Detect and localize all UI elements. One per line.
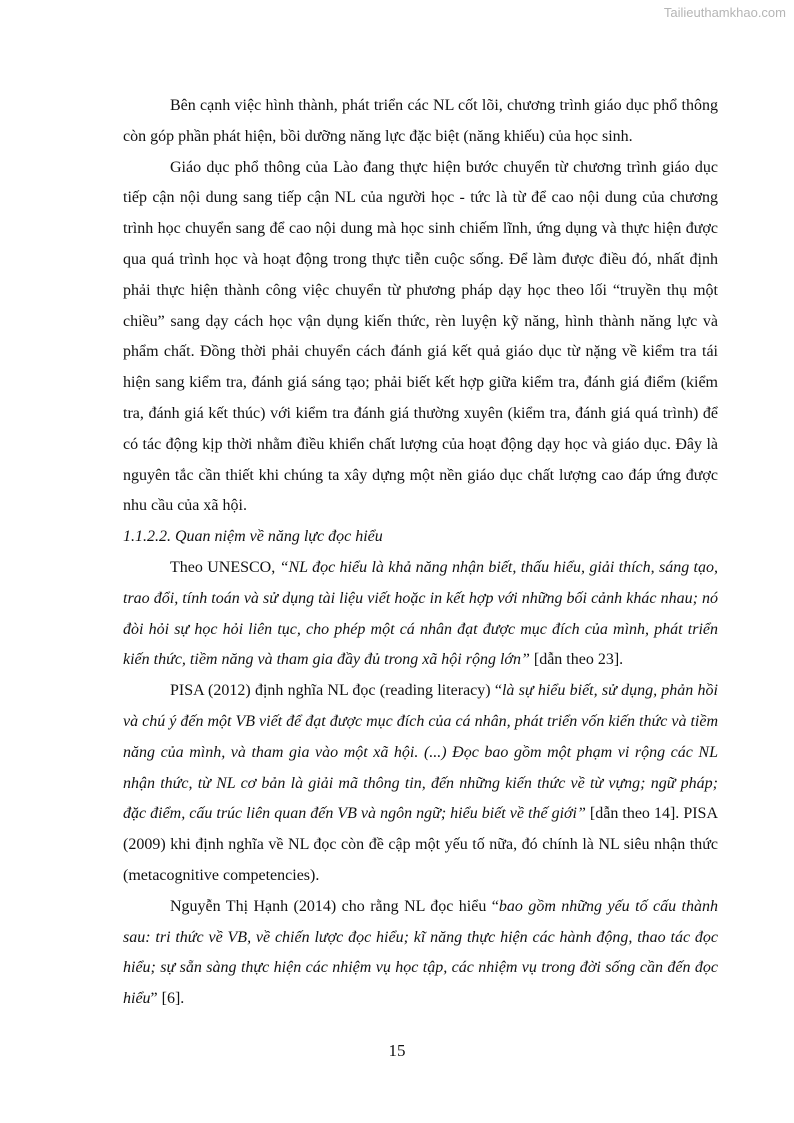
pisa-quote: là sự hiểu biết, sử dụng, phản hồi và chú ý đến một VB viết để đạt được mục đích của cá nhân, phát triển vốn kiến thức và tiềm năng của mình, và tham gia vào một xã hội. (...) Đọc bao gồm một phạm vi rộng các NL nhận thức, từ NL cơ bản là giải mã thông tin, đến những kiến thức về từ vựng; ngữ pháp; đặc điểm, cấu trúc liên quan đến VB và ngôn ngữ; hiểu biết về thế giới” <box>123 682 719 823</box>
document-body <box>123 91 718 1015</box>
unesco-citation: [dẫn theo 23]. <box>529 651 624 669</box>
page-number: 15 <box>388 1041 406 1060</box>
pisa-tail: [dẫn theo 14]. PISA (2009) khi định nghĩa về NL đọc còn đề cập một yếu tố nữa, đó chính là NL siêu nhận thức (metacognitive competencies). <box>123 805 718 884</box>
paragraph-unesco <box>123 553 718 676</box>
paragraph-1: Bên cạnh việc hình thành, phát triển các NL cốt lõi, chương trình giáo dục phổ thông còn góp phần phát hiện, bồi dưỡng năng lực đặc biệt (năng khiếu) của học sinh. <box>123 97 718 145</box>
watermark: Tailieuthamkhao.com <box>663 5 786 20</box>
pisa-lead: PISA (2012) định nghĩa NL đọc (reading literacy) “ <box>170 682 502 700</box>
paragraph-nguyen-thi-hanh <box>123 892 718 1015</box>
hanh-quote: bao gồm những yếu tố cấu thành sau: tri thức về VB, về chiến lược đọc hiểu; kĩ năng thực hiện các hành động, thao tác đọc hiểu; sự sẵn sàng thực hiện các nhiệm vụ học tập, các nhiệm vụ trong đời sống cần đến đọc hiểu <box>123 897 718 1008</box>
unesco-lead: Theo UNESCO, <box>170 558 280 576</box>
hanh-citation: ” [6]. <box>150 990 185 1008</box>
section-heading <box>123 522 718 553</box>
section-heading-text: 1.1.2.2. Quan niệm về năng lực đọc hiểu <box>123 528 383 546</box>
unesco-quote: “NL đọc hiểu là khả năng nhận biết, thấu hiểu, giải thích, sáng tạo, trao đổi, tính toán và sử dụng tài liệu viết hoặc in kết hợp với những bối cảnh khác nhau; nó đòi hỏi sự học hỏi liên tục, cho phép một cá nhân đạt được mục đích của mình, phát triển kiến thức, tiềm năng và tham gia đầy đủ trong xã hội rộng lớn” <box>123 558 718 669</box>
paragraph-2: Giáo dục phổ thông của Lào đang thực hiện bước chuyển từ chương trình giáo dục tiếp cận nội dung sang tiếp cận NL của người học - tức là từ để cao nội dung của chương trình học chuyển sang để cao nội dung mà học sinh chiếm lĩnh, ứng dụng và thực hiện được qua quá trình học và hoạt động trong thực tiễn cuộc sống. Để làm được điều đó, nhất định phải thực hiện thành công việc chuyển từ phương pháp dạy học theo lối “truyền thụ một chiều” sang dạy cách học vận dụng kiến thức, rèn luyện kỹ năng, hình thành năng lực và phẩm chất. Đồng thời phải chuyển cách đánh giá kết quả giáo dục từ nặng về kiểm tra tái hiện sang kiểm tra, đánh giá sáng tạo; phải biết kết hợp giữa kiểm tra, đánh giá điểm (kiểm tra, đánh giá kết thúc) với kiểm tra đánh giá thường xuyên (kiểm tra, đánh giá quá trình) để có tác động kịp thời nhằm điều khiển chất lượng của hoạt động dạy học và giáo dục. Đây là nguyên tắc cần thiết khi chúng ta xây dựng một nền giáo dục chất lượng cao đáp ứng được nhu cầu của xã hội. <box>123 158 718 515</box>
paragraph-pisa <box>123 676 718 892</box>
hanh-lead: Nguyễn Thị Hạnh (2014) cho rằng NL đọc hiểu “ <box>170 897 499 915</box>
